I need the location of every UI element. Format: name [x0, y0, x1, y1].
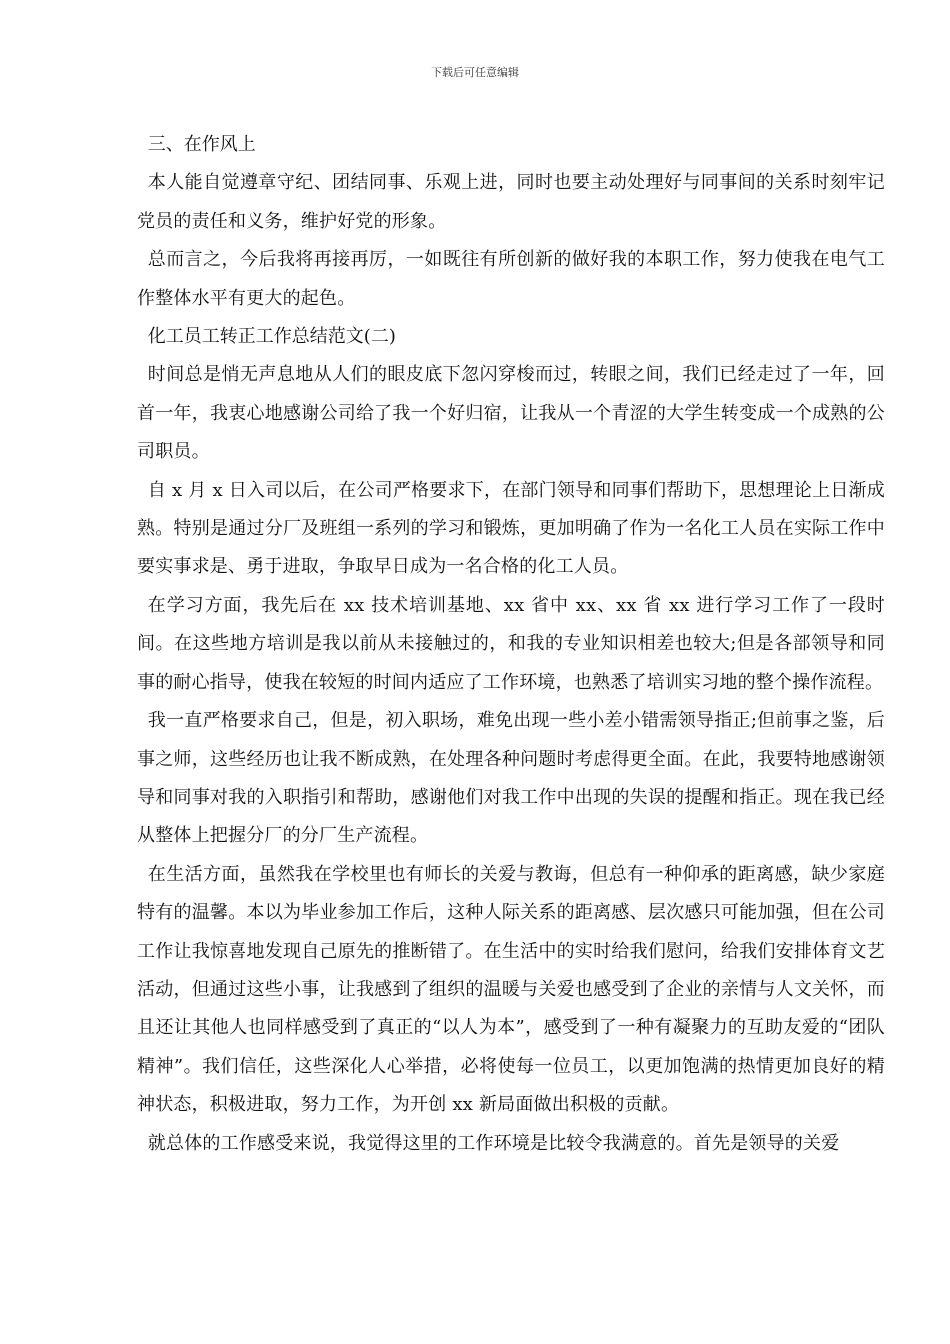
paragraph: 在学习方面，我先后在 xx 技术培训基地、xx 省中 xx、xx 省 xx 进行学习工作了一段时间。在这些地方培训是我以前从未接触过的，和我的专业知识相差也较大;但是各部领导和同事的耐心指导，使我在较短的时间内适应了工作环境，也熟悉了培训实习地的整个操作流程。 — [137, 594, 885, 693]
document-body — [137, 126, 885, 1163]
paragraph: 本人能自觉遵章守纪、团结同事、乐观上进，同时也要主动处理好与同事间的关系时刻牢记党员的责任和义务，维护好党的形象。 — [137, 172, 885, 232]
paragraph: 时间总是悄无声息地从人们的眼皮底下忽闪穿梭而过，转眼之间，我们已经走过了一年，回首一年，我衷心地感谢公司给了我一个好归宿，让我从一个青涩的大学生转变成一个成熟的公司职员。 — [137, 364, 885, 463]
paragraph: 我一直严格要求自己，但是，初入职场，难免出现一些小差小错需领导指正;但前事之鉴，后事之师，这些经历也让我不断成熟，在处理各种问题时考虑得更全面。在此，我要特地感谢领导和同事对我的入职指引和帮助，感谢他们对我工作中出现的失误的提醒和指正。现在我已经从整体上把握分厂的分厂生产流程。 — [137, 710, 885, 847]
section-heading-work-style: 三、在作风上 — [147, 134, 256, 155]
paragraph: 在生活方面，虽然我在学校里也有师长的关爱与教诲，但总有一种仰承的距离感，缺少家庭特有的温馨。本以为毕业参加工作后，这种人际关系的距离感、层次感只可能加强，但在公司工作让我惊喜地发现自己原先的推断错了。在生活中的实时给我们慰问，给我们安排体育文艺活动，但通过这些小事，让我感到了组织的温暖与关爱也感受到了企业的亲情与人文关怀，而且还让其他人也同样感受到了真正的“以人为本”，感受到了一种有凝聚力的互助友爱的“团队精神”。我们信任，这些深化人心举措，必将使每一位员工，以更加饱满的热情更加良好的精神状态，积极进取，努力工作，为开创 xx 新局面做出积极的贡献。 — [137, 863, 885, 1116]
paragraph: 总而言之，今后我将再接再厉，一如既往有所创新的做好我的本职工作，努力使我在电气工作整体水平有更大的起色。 — [137, 249, 885, 309]
section-heading-sample-two: 化工员工转正工作总结范文(二) — [147, 326, 396, 348]
page-header: 下载后可任意编辑 — [431, 66, 519, 79]
paragraph: 就总体的工作感受来说，我觉得这里的工作环境是比较令我满意的。首先是领导的关爱 — [147, 1132, 840, 1154]
paragraph: 自 x 月 x 日入司以后，在公司严格要求下，在部门领导和同事们帮助下，思想理论上日渐成熟。特别是通过分厂及班组一系列的学习和锻炼，更加明确了作为一名化工人员在实际工作中要实事求是、勇于进取，争取早日成为一名合格的化工人员。 — [137, 479, 885, 578]
